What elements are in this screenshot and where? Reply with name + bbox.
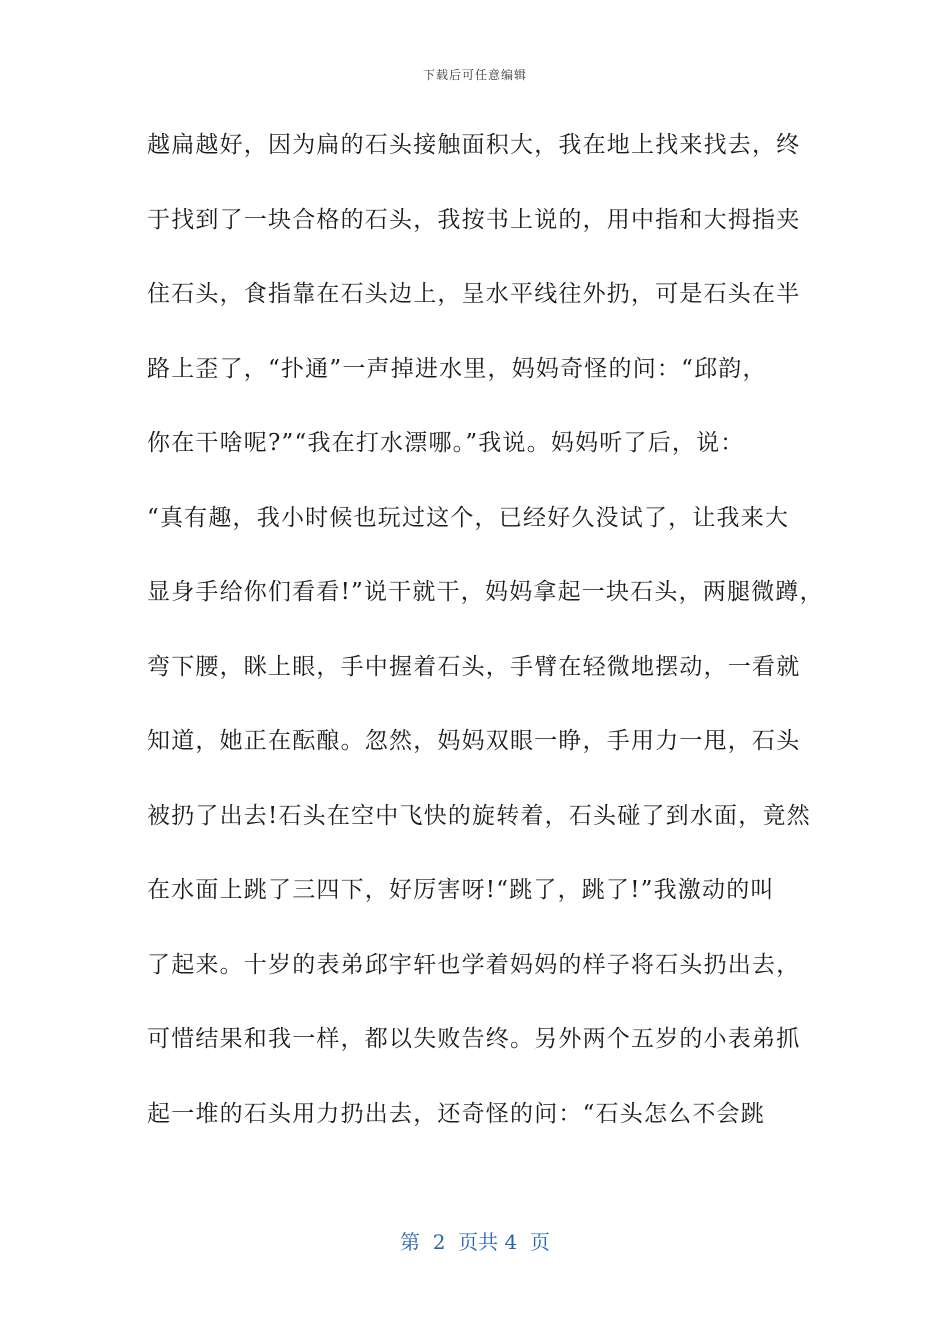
body-line: 显身手给你们看看!”说干就干，妈妈拿起一块石头，两腿微蹲，: [147, 579, 824, 605]
body-line: 可惜结果和我一样，都以失败告终。另外两个五岁的小表弟抓: [147, 1026, 801, 1052]
body-line: 住石头，食指靠在石头边上，呈水平线往外扔，可是石头在半: [147, 281, 801, 307]
body-line: 于找到了一块合格的石头，我按书上说的，用中指和大拇指夹: [147, 206, 801, 233]
body-line: 弯下腰，眯上眼，手中握着石头，手臂在轻微地摆动，一看就: [147, 653, 801, 680]
body-line: “真有趣，我小时候也玩过这个，已经好久没试了，让我来大: [147, 504, 790, 531]
body-line: 起一堆的石头用力扔出去，还奇怪的问：“石头怎么不会跳: [147, 1100, 765, 1127]
body-line: 被扔了出去!石头在空中飞快的旋转着，石头碰了到水面，竟然: [147, 802, 811, 829]
body-line: 了起来。十岁的表弟邱宇轩也学着妈妈的样子将石头扔出去，: [147, 951, 801, 978]
body-line: 越扁越好，因为扁的石头接触面积大，我在地上找来找去，终: [147, 132, 801, 158]
header-note: 下载后可任意编辑: [422, 68, 527, 82]
body-line: 路上歪了，“扑通”一声掉进水里，妈妈奇怪的问：“邱韵，: [147, 355, 767, 382]
page-number-footer: 第 2 页共 4 页: [400, 1230, 550, 1254]
document-body: [147, 125, 837, 1168]
body-line: 你在干啥呢?”“我在打水漂哪。”我说。妈妈听了后，说：: [147, 430, 745, 456]
body-line: 在水面上跳了三四下，好厉害呀!“跳了，跳了!”我激动的叫: [147, 877, 775, 903]
body-line: 知道，她正在酝酿。忽然，妈妈双眼一睁，手用力一甩，石头: [147, 728, 801, 754]
